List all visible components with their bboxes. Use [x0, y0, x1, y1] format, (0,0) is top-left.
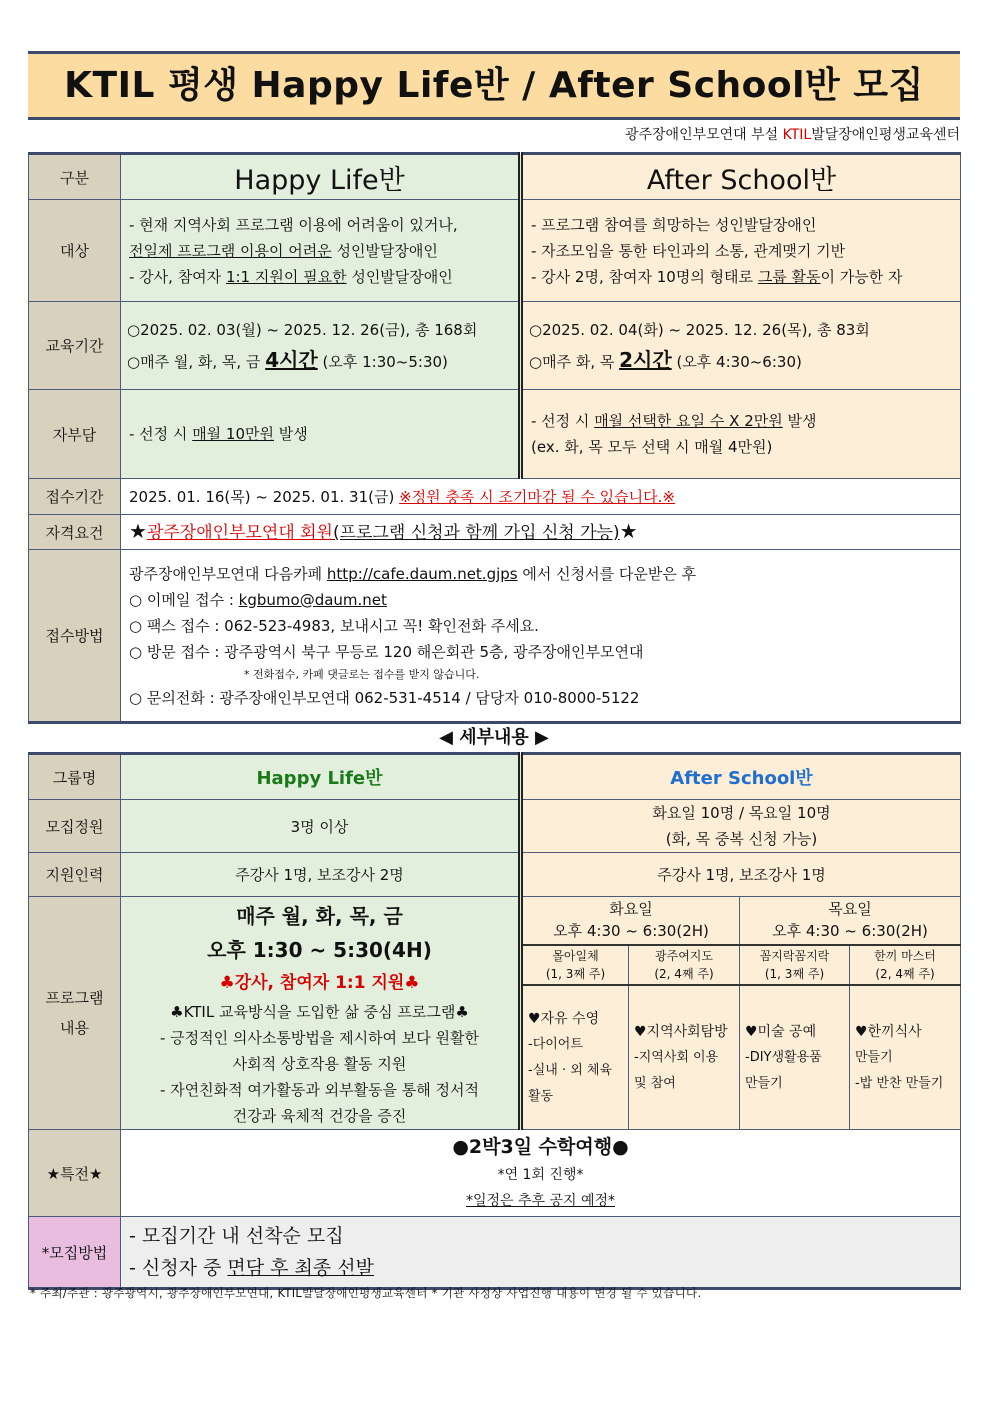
method-cafe-text-2: 에서 신청서를 다운받은 후: [517, 564, 697, 583]
special-frequency: *연 1회 진행*: [497, 1167, 584, 1183]
after-period-hours: 2시간: [619, 347, 672, 372]
method-visit: ○ 방문 접수 : 광주광역시 북구 무등로 120 해은회관 5층, 광주장애인부모연대: [129, 642, 644, 661]
column-after-school: After School반: [521, 154, 961, 200]
club-line: 만들기: [855, 1049, 893, 1065]
after-target-text: - 강사 2명, 참여자 10명의 형태로: [531, 267, 758, 286]
label-program: [29, 897, 121, 1130]
club-line: -밥 반찬 만들기: [855, 1075, 944, 1091]
org-suffix: 발달장애인평생교육센터: [811, 127, 960, 143]
method-inquiry: ○ 문의전화 : 광주장애인부모연대 062-531-4514 / 담당자 010-8000-5122: [129, 688, 640, 707]
main-info-table: [28, 152, 961, 724]
org-highlight: KTIL: [782, 127, 812, 143]
tuesday-time: 오후 4:30 ~ 6:30(2H): [553, 922, 709, 941]
star-icon: ★: [129, 519, 147, 543]
happy-period-days: ○매주 월, 화, 목, 금: [127, 352, 266, 371]
after-period-dates: ○2025. 02. 04(화) ~ 2025. 12. 26(목), 총 83회: [529, 320, 870, 339]
happy-program-time: 오후 1:30 ~ 5:30(4H): [207, 938, 432, 962]
qualification-member: 광주장애인부모연대 회원: [146, 523, 333, 543]
application-method: [121, 550, 961, 723]
happy-program-support: ♣강사, 참여자 1:1 지원♣: [219, 973, 420, 993]
club-line: 활동: [528, 1088, 554, 1104]
club-line: -다이어트: [528, 1036, 583, 1052]
happy-cost-amount: 매월 10만원: [192, 425, 275, 443]
special-benefit: [121, 1130, 961, 1217]
label-category: 구분: [29, 154, 121, 200]
after-period: [521, 302, 961, 390]
method-fax: ○ 팩스 접수 : 062-523-4983, 보내시고 꼭! 확인전화 주세요.: [129, 616, 539, 635]
club-name: 꼼지락꼼지락: [759, 948, 830, 963]
after-cost: [521, 390, 961, 479]
club-title: ♥지역사회탐방: [634, 1023, 728, 1040]
after-cost-text: - 선정 시: [531, 412, 595, 430]
happy-target-text-3: 성인발달장애인: [346, 267, 453, 286]
club-line: -실내 · 외 체육: [528, 1062, 613, 1078]
thursday-header: [740, 897, 961, 945]
label-cost: 자부담: [29, 390, 121, 479]
group-happy-life: Happy Life반: [121, 754, 521, 800]
tuesday-header: [521, 897, 740, 945]
label-target: 대상: [29, 200, 121, 302]
after-capacity: [521, 800, 961, 853]
happy-target: [121, 200, 521, 302]
club-detail-1: [521, 985, 629, 1129]
label-group: 그룹명: [29, 754, 121, 800]
happy-period-hours: 4시간: [265, 347, 318, 372]
happy-program-days: 매주 월, 화, 목, 금: [236, 904, 403, 928]
label-program-text: 프로그램 내용: [45, 989, 104, 1037]
column-happy-life: Happy Life반: [121, 154, 521, 200]
club-week: (2, 4째 주): [654, 966, 714, 981]
happy-target-text: 성인발달장애인: [331, 241, 438, 260]
detail-heading: ◀ 세부내용 ▶: [439, 727, 549, 748]
club-title: ♥미술 공예: [745, 1023, 817, 1040]
page-title: KTIL 평생 Happy Life반 / After School반 모집: [28, 51, 960, 120]
org-prefix: 광주장애인부모연대 부설: [624, 127, 783, 143]
club-line: 및 참여: [634, 1075, 676, 1091]
happy-program-desc-2: - 긍정적인 의사소통방법을 제시하여 보다 원활한: [159, 1029, 480, 1047]
special-trip: ●2박3일 수학여행●: [452, 1136, 629, 1158]
after-staff: 주강사 1명, 보조강사 1명: [521, 853, 961, 897]
organization-line: [28, 124, 960, 144]
club-detail-3: [740, 985, 850, 1129]
club-header-2: [629, 945, 740, 986]
happy-program-desc-3: 사회적 상호작용 활동 지원: [232, 1055, 407, 1073]
label-qualification: 자격요건: [29, 515, 121, 550]
happy-program-desc-1: ♣KTIL 교육방식을 도입한 삶 중심 프로그램♣: [170, 1003, 469, 1021]
after-period-time: (오후 4:30~6:30): [671, 352, 802, 371]
thursday-time: 오후 4:30 ~ 6:30(2H): [772, 922, 928, 941]
tuesday-label: 화요일: [609, 900, 653, 919]
after-target-line-1: - 프로그램 참여를 희망하는 성인발달장애인: [531, 215, 817, 234]
club-name: 한끼 마스터: [874, 948, 936, 963]
recruit-text: - 신청자 중: [129, 1257, 228, 1279]
club-title: ♥자유 수영: [528, 1010, 600, 1027]
club-title: ♥한끼식사: [855, 1023, 922, 1040]
method-cafe-text: 광주장애인부모연대 다음카페: [129, 564, 327, 583]
footer-note: * 주최/주관 : 광주광역시, 광주장애인부모연대, KTIL발달장애인평생교육센터 * 기관 사정상 사업진행 내용이 변경 될 수 있습니다.: [30, 1286, 702, 1300]
after-capacity-line-2: (화, 목 중복 신청 가능): [665, 830, 818, 848]
qualification-note: (프로그램 신청과 함께 가입 신청 가능): [332, 523, 620, 543]
email-link[interactable]: kgbumo@daum.net: [238, 590, 387, 609]
reception-notice: ※정원 충족 시 조기마감 될 수 있습니다.※: [399, 487, 675, 506]
detail-table: [28, 752, 961, 1290]
label-staff: 지원인력: [29, 853, 121, 897]
after-cost-example: (ex. 화, 목 모두 선택 시 매월 4만원): [531, 438, 773, 456]
happy-target-line-1: - 현재 지역사회 프로그램 이용에 어려움이 있거나,: [129, 215, 458, 234]
label-period: 교육기간: [29, 302, 121, 390]
qualification: [121, 515, 961, 550]
label-capacity: 모집정원: [29, 800, 121, 853]
star-icon: ★: [619, 519, 638, 543]
club-header-1: [521, 945, 629, 986]
special-schedule: *일정은 추후 공지 예정*: [465, 1193, 616, 1209]
happy-target-underlined-2: 1:1 지원이 필요한: [225, 267, 347, 286]
club-header-4: [850, 945, 961, 986]
happy-period: [121, 302, 521, 390]
label-method: 접수방법: [29, 550, 121, 723]
club-week: (1, 3째 주): [545, 966, 606, 981]
method-note: * 전화접수, 카페 댓글로는 접수를 받지 않습니다.: [244, 667, 480, 681]
reception-dates: 2025. 01. 16(목) ~ 2025. 01. 31(금): [129, 487, 400, 506]
after-target-text-2: 이 가능한 자: [820, 267, 903, 286]
happy-program-desc-5: 건강과 육체적 건강을 증진: [232, 1107, 407, 1125]
after-cost-text-2: 발생: [782, 412, 817, 430]
happy-program: [121, 897, 521, 1130]
label-recruit: *모집방법: [29, 1217, 121, 1289]
label-special: ★특전★: [29, 1130, 121, 1217]
after-capacity-line-1: 화요일 10명 / 목요일 10명: [652, 804, 831, 822]
method-email-label: ○ 이메일 접수 :: [129, 590, 239, 609]
after-target: [521, 200, 961, 302]
happy-target-text-2: - 강사, 참여자: [129, 267, 226, 286]
happy-cost-text: - 선정 시: [129, 425, 193, 443]
club-detail-2: [629, 985, 740, 1129]
club-detail-4: [850, 985, 961, 1129]
recruit-method: [121, 1217, 961, 1289]
happy-cost-text-2: 발생: [274, 425, 308, 443]
club-name: 몰아일체: [552, 948, 599, 963]
happy-staff: 주강사 1명, 보조강사 2명: [121, 853, 521, 897]
after-cost-amount: 매월 선택한 요일 수 X 2만원: [594, 412, 783, 430]
recruit-interview: 면담 후 최종 선발: [227, 1257, 375, 1279]
club-line: -지역사회 이용: [634, 1049, 719, 1065]
club-line: -DIY생활용품: [745, 1049, 822, 1065]
club-week: (2, 4째 주): [875, 966, 935, 981]
club-line: 만들기: [745, 1075, 783, 1091]
happy-period-time: (오후 1:30~5:30): [317, 352, 448, 371]
cafe-link[interactable]: http://cafe.daum.net.gjps: [326, 564, 518, 583]
after-target-line-2: - 자조모임을 통한 타인과의 소통, 관계맺기 기반: [531, 241, 846, 260]
club-name: 광주여지도: [655, 948, 713, 963]
club-week: (1, 3째 주): [764, 966, 825, 981]
happy-program-desc-4: - 자연친화적 여가활동과 외부활동을 통해 정서적: [159, 1081, 480, 1099]
thursday-label: 목요일: [828, 900, 872, 919]
after-period-days: ○매주 화, 목: [529, 352, 620, 371]
group-after-school: After School반: [521, 754, 961, 800]
label-reception: 접수기간: [29, 479, 121, 515]
happy-target-underlined: 전일제 프로그램 이용이 어려운: [129, 241, 332, 260]
happy-period-dates: ○2025. 02. 03(월) ~ 2025. 12. 26(금), 총 168회: [127, 320, 478, 339]
happy-cost: [121, 390, 521, 479]
club-header-3: [740, 945, 850, 986]
happy-capacity: 3명 이상: [121, 800, 521, 853]
after-target-underlined: 그룹 활동: [757, 267, 821, 286]
reception-period: [121, 479, 961, 515]
recruit-first-come: - 모집기간 내 선착순 모집: [129, 1225, 344, 1247]
